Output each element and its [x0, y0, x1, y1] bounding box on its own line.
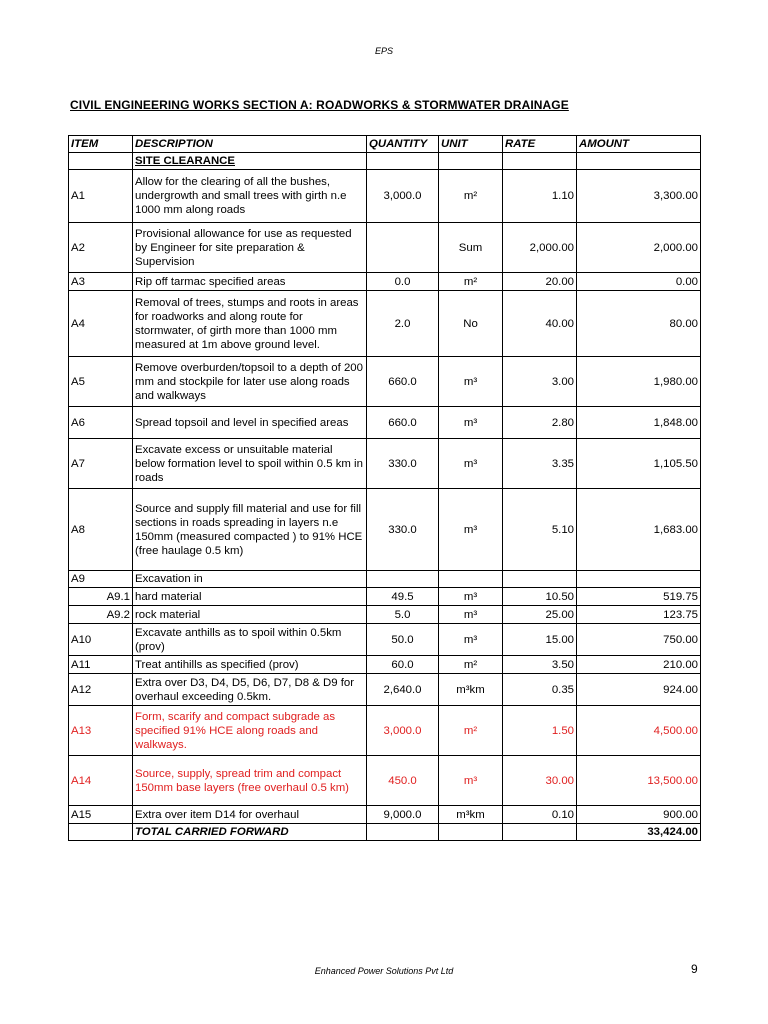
quantity-cell	[367, 223, 439, 273]
quantity-cell: 2.0	[367, 291, 439, 357]
item-cell: A12	[69, 674, 133, 706]
description-cell: Treat antihills as specified (prov)	[133, 656, 367, 674]
total-amount: 33,424.00	[577, 824, 701, 841]
unit-cell: m³	[439, 588, 503, 606]
description-cell: Remove overburden/topsoil to a depth of 200 mm and stockpile for later use along roads and walkways	[133, 357, 367, 407]
table-row	[69, 407, 701, 439]
item-cell: A4	[69, 291, 133, 357]
unit-cell: m²	[439, 706, 503, 756]
unit-cell	[439, 571, 503, 588]
unit-cell: m²	[439, 656, 503, 674]
section-heading: SITE CLEARANCE	[133, 153, 367, 170]
description-cell: Extra over D3, D4, D5, D6, D7, D8 & D9 for overhaul exceeding 0.5km.	[133, 674, 367, 706]
total-label: TOTAL CARRIED FORWARD	[133, 824, 367, 841]
amount-cell: 1,683.00	[577, 489, 701, 571]
table-row	[69, 756, 701, 806]
quantity-cell	[367, 571, 439, 588]
amount-cell: 3,300.00	[577, 170, 701, 223]
empty-cell	[367, 824, 439, 841]
amount-cell: 4,500.00	[577, 706, 701, 756]
rate-cell: 30.00	[503, 756, 577, 806]
item-cell: A6	[69, 407, 133, 439]
quantity-cell: 0.0	[367, 273, 439, 291]
table-row	[69, 273, 701, 291]
quantity-cell: 49.5	[367, 588, 439, 606]
description-cell: rock material	[133, 606, 367, 624]
description-cell: Excavate anthills as to spoil within 0.5km (prov)	[133, 624, 367, 656]
quantity-cell: 330.0	[367, 489, 439, 571]
unit-cell: m³	[439, 357, 503, 407]
item-cell: A10	[69, 624, 133, 656]
table-row	[69, 291, 701, 357]
item-cell: A8	[69, 489, 133, 571]
empty-cell	[69, 824, 133, 841]
item-cell: A9	[69, 571, 133, 588]
table-row	[69, 588, 701, 606]
amount-cell: 80.00	[577, 291, 701, 357]
item-cell: A3	[69, 273, 133, 291]
description-cell: Allow for the clearing of all the bushes, undergrowth and small trees with girth n.e 1000 mm along roads	[133, 170, 367, 223]
amount-cell: 750.00	[577, 624, 701, 656]
unit-cell: m³	[439, 756, 503, 806]
amount-cell: 900.00	[577, 806, 701, 824]
item-cell: A2	[69, 223, 133, 273]
column-header-rate: RATE	[503, 136, 577, 153]
column-header-amount: AMOUNT	[577, 136, 701, 153]
unit-cell: m³	[439, 439, 503, 489]
unit-cell: m²	[439, 170, 503, 223]
item-cell: A5	[69, 357, 133, 407]
quantity-cell: 5.0	[367, 606, 439, 624]
description-cell: Form, scarify and compact subgrade as specified 91% HCE along roads and walkways.	[133, 706, 367, 756]
description-cell: Excavation in	[133, 571, 367, 588]
rate-cell: 1.50	[503, 706, 577, 756]
table-row	[69, 489, 701, 571]
empty-cell	[367, 153, 439, 170]
rate-cell: 3.35	[503, 439, 577, 489]
quantity-cell: 3,000.0	[367, 706, 439, 756]
amount-cell	[577, 571, 701, 588]
rate-cell: 2,000.00	[503, 223, 577, 273]
empty-cell	[503, 153, 577, 170]
quantity-cell: 450.0	[367, 756, 439, 806]
rate-cell: 0.35	[503, 674, 577, 706]
empty-cell	[439, 824, 503, 841]
footer-company: Enhanced Power Solutions Pvt Ltd	[314, 966, 454, 976]
item-cell: A11	[69, 656, 133, 674]
amount-cell: 13,500.00	[577, 756, 701, 806]
amount-cell: 1,848.00	[577, 407, 701, 439]
description-cell: Spread topsoil and level in specified areas	[133, 407, 367, 439]
unit-cell: m³km	[439, 806, 503, 824]
section-heading-row	[69, 153, 701, 170]
table-row	[69, 656, 701, 674]
item-cell: A13	[69, 706, 133, 756]
table-row	[69, 606, 701, 624]
empty-cell	[439, 153, 503, 170]
rate-cell: 25.00	[503, 606, 577, 624]
description-cell: hard material	[133, 588, 367, 606]
table-row	[69, 357, 701, 407]
item-cell: A9.2	[69, 606, 133, 624]
rate-cell: 3.50	[503, 656, 577, 674]
unit-cell: Sum	[439, 223, 503, 273]
unit-cell: m³	[439, 624, 503, 656]
table-row	[69, 571, 701, 588]
rate-cell: 1.10	[503, 170, 577, 223]
amount-cell: 1,105.50	[577, 439, 701, 489]
rate-cell	[503, 571, 577, 588]
description-cell: Removal of trees, stumps and roots in areas for roadworks and along route for stormwater, of girth more than 1000 mm measured at 1m above ground level.	[133, 291, 367, 357]
amount-cell: 2,000.00	[577, 223, 701, 273]
rate-cell: 40.00	[503, 291, 577, 357]
column-header-item: ITEM	[69, 136, 133, 153]
unit-cell: m³	[439, 606, 503, 624]
amount-cell: 123.75	[577, 606, 701, 624]
amount-cell: 519.75	[577, 588, 701, 606]
rate-cell: 10.50	[503, 588, 577, 606]
page-title: CIVIL ENGINEERING WORKS SECTION A: ROADWORKS & STORMWATER DRAINAGE	[70, 98, 569, 112]
rate-cell: 20.00	[503, 273, 577, 291]
description-cell: Source, supply, spread trim and compact 150mm base layers (free overhaul 0.5 km)	[133, 756, 367, 806]
amount-cell: 0.00	[577, 273, 701, 291]
quantity-cell: 660.0	[367, 407, 439, 439]
unit-cell: m³	[439, 407, 503, 439]
quantity-cell: 60.0	[367, 656, 439, 674]
item-cell: A9.1	[69, 588, 133, 606]
description-cell: Extra over item D14 for overhaul	[133, 806, 367, 824]
description-cell: Rip off tarmac specified areas	[133, 273, 367, 291]
item-cell: A7	[69, 439, 133, 489]
quantity-cell: 9,000.0	[367, 806, 439, 824]
bill-of-quantities-table	[68, 135, 701, 841]
unit-cell: No	[439, 291, 503, 357]
quantity-cell: 50.0	[367, 624, 439, 656]
page-header: EPS	[374, 46, 393, 56]
description-cell: Provisional allowance for use as requested by Engineer for site preparation & Supervision	[133, 223, 367, 273]
unit-cell: m³km	[439, 674, 503, 706]
rate-cell: 3.00	[503, 357, 577, 407]
table-row	[69, 624, 701, 656]
item-cell: A15	[69, 806, 133, 824]
unit-cell: m²	[439, 273, 503, 291]
rate-cell: 0.10	[503, 806, 577, 824]
rate-cell: 15.00	[503, 624, 577, 656]
quantity-cell: 330.0	[367, 439, 439, 489]
description-cell: Source and supply fill material and use for fill sections in roads spreading in layers n.e 150mm (measured compacted ) to 91% HCE (free haulage 0.5 km)	[133, 489, 367, 571]
table-row	[69, 806, 701, 824]
amount-cell: 210.00	[577, 656, 701, 674]
table-row	[69, 170, 701, 223]
page-number: 9	[691, 962, 698, 976]
quantity-cell: 3,000.0	[367, 170, 439, 223]
rate-cell: 5.10	[503, 489, 577, 571]
description-cell: Excavate excess or unsuitable material below formation level to spoil within 0.5 km in roads	[133, 439, 367, 489]
amount-cell: 1,980.00	[577, 357, 701, 407]
column-header-description: DESCRIPTION	[133, 136, 367, 153]
table-row	[69, 706, 701, 756]
empty-cell	[503, 824, 577, 841]
quantity-cell: 2,640.0	[367, 674, 439, 706]
column-header-quantity: QUANTITY	[367, 136, 439, 153]
table-row	[69, 223, 701, 273]
table-row	[69, 439, 701, 489]
table-row	[69, 674, 701, 706]
rate-cell: 2.80	[503, 407, 577, 439]
total-row	[69, 824, 701, 841]
empty-cell	[577, 153, 701, 170]
empty-cell	[69, 153, 133, 170]
table-header-row	[69, 136, 701, 153]
quantity-cell: 660.0	[367, 357, 439, 407]
item-cell: A1	[69, 170, 133, 223]
amount-cell: 924.00	[577, 674, 701, 706]
column-header-unit: UNIT	[439, 136, 503, 153]
item-cell: A14	[69, 756, 133, 806]
unit-cell: m³	[439, 489, 503, 571]
